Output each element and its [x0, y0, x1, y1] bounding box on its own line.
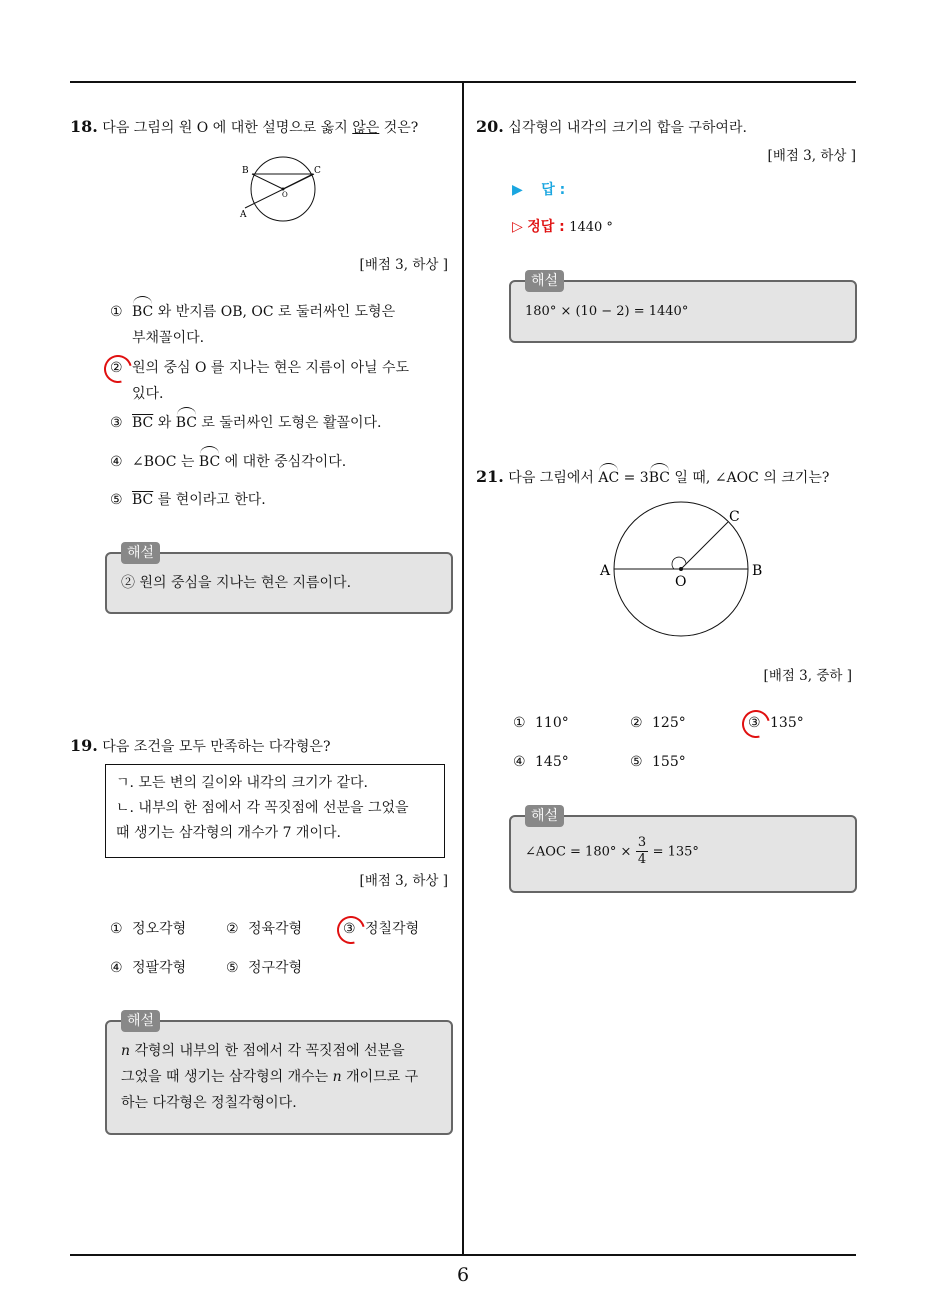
explanation-tag: 해설	[121, 542, 160, 564]
explanation-tag: 해설	[525, 270, 564, 292]
angle-arc	[672, 557, 686, 569]
option-21-3[interactable]: ③ 135°	[748, 715, 804, 731]
label-b: B	[752, 563, 763, 579]
option-19-4[interactable]: ④ 정팔각형	[110, 960, 187, 976]
question-19-text: 19. 다음 조건을 모두 만족하는 다각형은?	[70, 736, 331, 755]
explanation-box-18	[105, 545, 453, 614]
explanation-box-21	[509, 808, 857, 893]
label-a: A	[240, 210, 247, 220]
circle-figure-21	[594, 500, 774, 645]
correct-value: 1440 °	[569, 220, 613, 235]
score-21: [배점 3, 중하 ]	[763, 668, 852, 684]
correct-answer-line	[512, 216, 613, 236]
score-20: [배점 3, 하상 ]	[767, 148, 856, 164]
option-19-3[interactable]: ③ 정칠각형	[343, 921, 420, 937]
fraction: $\frac{3}{4}$	[637, 835, 647, 867]
question-number: 20.	[476, 117, 504, 136]
label-b: B	[242, 166, 249, 176]
question-number: 19.	[70, 736, 98, 755]
center-point	[679, 567, 683, 571]
radius-ob	[252, 174, 283, 189]
option-18-2-cont: 있다.	[132, 386, 164, 402]
answer-arrow-icon: ▶	[512, 182, 523, 198]
label-c: C	[729, 509, 740, 525]
option-18-4[interactable]: ④ ∠BOC 는 BC 에 대한 중심각이다.	[110, 451, 346, 473]
explanation-tag: 해설	[525, 805, 564, 827]
score-18: [배점 3, 하상 ]	[359, 257, 448, 273]
label-o: O	[282, 191, 288, 199]
explanation-line: 하는 다각형은 정칠각형이다.	[121, 1095, 297, 1111]
explanation-box-19	[105, 1013, 453, 1135]
circle-figure-18	[232, 155, 332, 225]
explanation-line: 그었을 때 생기는 삼각형의 개수는 n 개이므로 구	[121, 1069, 419, 1085]
explanation-text: 180° × (10 − 2) = 1440°	[525, 304, 689, 319]
correct-label: 정답 :	[527, 219, 565, 235]
option-18-3[interactable]: ③ $\overline{BC}$ 와 BC 로 둘러싸인 도형은 활꼴이다.	[110, 412, 382, 434]
page-number: 6	[456, 1264, 470, 1286]
conditions-box	[105, 764, 445, 858]
option-19-5[interactable]: ⑤ 정구각형	[226, 960, 303, 976]
radius-oc	[681, 522, 728, 569]
correct-arrow-icon: ▷	[512, 219, 523, 235]
option-18-1-cont: 부채꼴이다.	[132, 330, 205, 346]
option-21-4[interactable]: ④ 145°	[513, 754, 569, 770]
question-21-text: 21. 다음 그림에서 AC = 3BC 일 때, ∠AOC 의 크기는?	[476, 467, 830, 486]
label-o: O	[675, 574, 687, 590]
condition-line: ㄱ. 모든 변의 길이와 내각의 크기가 같다.	[116, 775, 368, 791]
option-18-2[interactable]: ② 원의 중심 O 를 지나는 현은 지름이 아닐 수도	[110, 360, 409, 376]
column-divider	[462, 82, 464, 1255]
label-a: A	[600, 563, 611, 579]
option-21-2[interactable]: ② 125°	[630, 715, 686, 731]
explanation-line: n 각형의 내부의 한 점에서 각 꼭짓점에 선분을	[121, 1043, 405, 1059]
option-21-5[interactable]: ⑤ 155°	[630, 754, 686, 770]
question-20-text: 20. 십각형의 내각의 크기의 합을 구하여라.	[476, 117, 747, 136]
answer-label: 답 :	[541, 182, 566, 198]
question-number: 18.	[70, 117, 98, 136]
explanation-tag: 해설	[121, 1010, 160, 1032]
chord-ac	[245, 174, 314, 208]
underlined-word: 않은	[352, 120, 380, 136]
option-18-5[interactable]: ⑤ $\overline{BC}$ 를 현이라고 한다.	[110, 492, 266, 508]
label-c: C	[314, 166, 321, 176]
question-18-text: 18. 다음 그림의 원 O 에 대한 설명으로 옳지 않은 것은?	[70, 117, 419, 136]
answer-line	[512, 179, 565, 199]
option-21-1[interactable]: ① 110°	[513, 715, 569, 731]
explanation-box-20	[509, 273, 857, 343]
explanation-formula: ∠AOC = 180° × $\frac{3}{4}$ = 135°	[525, 835, 699, 867]
question-number: 21.	[476, 467, 504, 486]
condition-line: 때 생기는 삼각형의 개수가 7 개이다.	[116, 825, 341, 841]
explanation-text: ② 원의 중심을 지나는 현은 지름이다.	[121, 575, 352, 591]
option-19-2[interactable]: ② 정육각형	[226, 921, 303, 937]
bottom-rule	[70, 1254, 856, 1256]
option-18-1[interactable]: ① BC 와 반지름 OB, OC 로 둘러싸인 도형은	[110, 301, 395, 323]
option-19-1[interactable]: ① 정오각형	[110, 921, 187, 937]
score-19: [배점 3, 하상 ]	[359, 873, 448, 889]
condition-line: ㄴ. 내부의 한 점에서 각 꼭짓점에 선분을 그었을	[116, 800, 409, 816]
